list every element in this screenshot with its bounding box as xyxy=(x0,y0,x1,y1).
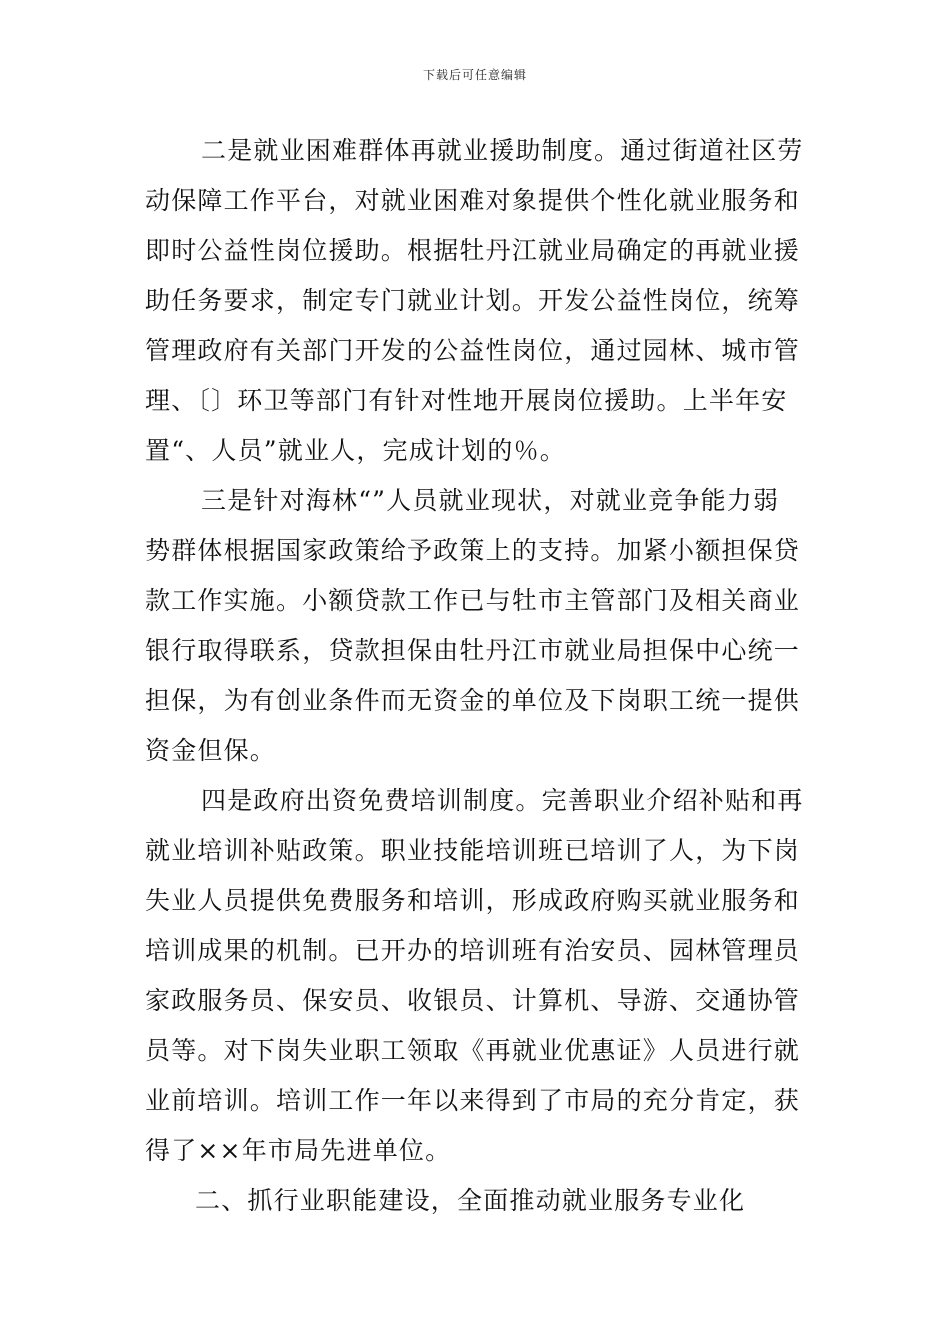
paragraph-2-line-5: 管理政府有关部门开发的公益性岗位，通过园林、城市管 xyxy=(145,336,801,365)
paragraph-2-line-7: 置“、人员”就业人，完成计划的％。 xyxy=(145,436,566,465)
paragraph-4-line-5: 家政服务员、保安员、收银员、计算机、导游、交通协管 xyxy=(145,986,801,1015)
paragraph-2-line-2: 动保障工作平台，对就业困难对象提供个性化就业服务和 xyxy=(145,186,801,215)
paragraph-2-line-6: 理、〔〕环卫等部门有针对性地开展岗位援助。上半年安 xyxy=(145,386,788,415)
paragraph-4-line-2: 就业培训补贴政策。职业技能培训班已培训了人，为下岗 xyxy=(145,836,801,865)
page-header: 下载后可任意编辑 xyxy=(422,68,527,82)
paragraph-3-line-6: 资金但保。 xyxy=(145,736,277,765)
document-body xyxy=(145,126,805,1226)
paragraph-2-line-4: 助任务要求，制定专门就业计划。开发公益性岗位，统筹 xyxy=(145,286,801,315)
paragraph-4-line-3: 失业人员提供免费服务和培训，形成政府购买就业服务和 xyxy=(145,886,801,915)
paragraph-4-line-4: 培训成果的机制。已开办的培训班有治安员、园林管理员 xyxy=(145,936,801,965)
paragraph-3-line-1: 三是针对海林“”人员就业现状，对就业竞争能力弱 xyxy=(201,486,780,515)
paragraph-2-line-3: 即时公益性岗位援助。根据牡丹江就业局确定的再就业援 xyxy=(145,236,801,265)
paragraph-3-line-3: 款工作实施。小额贷款工作已与牡市主管部门及相关商业 xyxy=(145,586,801,615)
paragraph-3-line-4: 银行取得联系，贷款担保由牡丹江市就业局担保中心统一 xyxy=(145,636,801,665)
paragraph-2-line-1: 二是就业困难群体再就业援助制度。通过街道社区劳 xyxy=(201,136,804,165)
paragraph-4-line-1: 四是政府出资免费培训制度。完善职业介绍补贴和再 xyxy=(201,786,804,815)
paragraph-4-line-8: 得了××年市局先进单位。 xyxy=(145,1136,452,1165)
paragraph-3-line-2: 势群体根据国家政策给予政策上的支持。加紧小额担保贷 xyxy=(145,536,801,565)
section-heading: 二、抓行业职能建设，全面推动就业服务专业化 xyxy=(195,1186,746,1215)
paragraph-3-line-5: 担保，为有创业条件而无资金的单位及下岗职工统一提供 xyxy=(145,686,801,715)
paragraph-4-line-6: 员等。对下岗失业职工领取《再就业优惠证》人员进行就 xyxy=(145,1036,801,1065)
paragraph-4-line-7: 业前培训。培训工作一年以来得到了市局的充分肯定，获 xyxy=(145,1086,801,1115)
